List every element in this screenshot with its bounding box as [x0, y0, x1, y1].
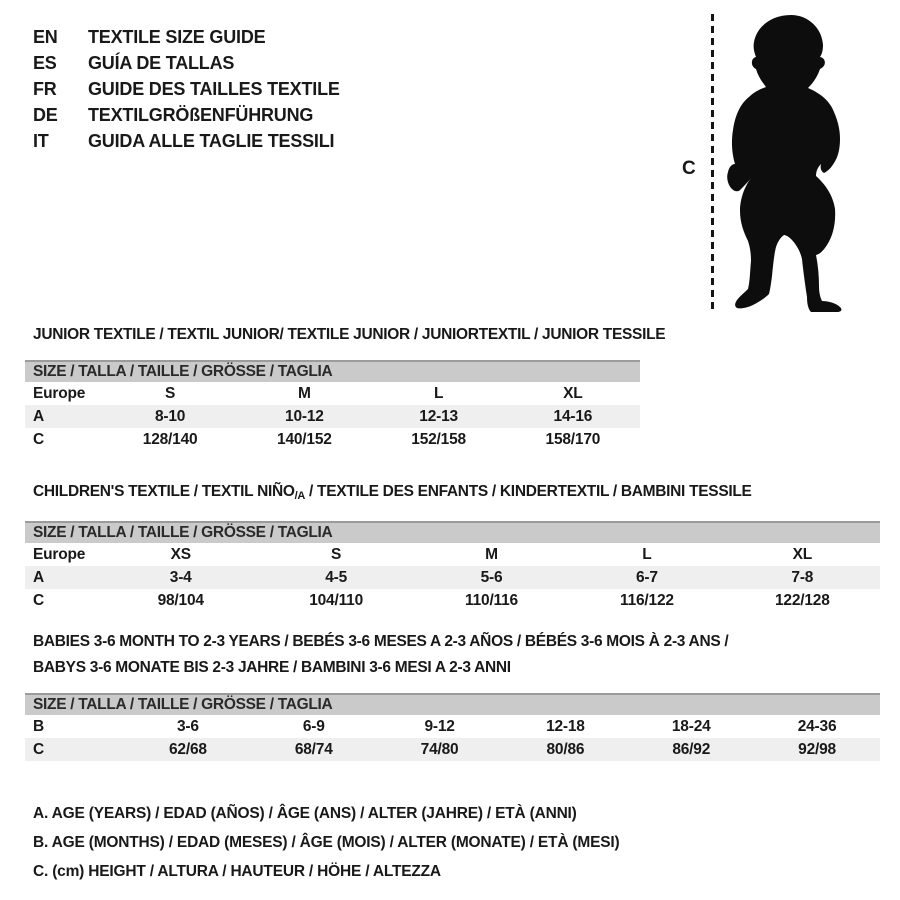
section-title-text: BABIES 3-6 MONTH TO 2-3 YEARS / BEBÉS 3-6 MESES A 2-3 AÑOS / BÉBÉS 3-6 MOIS À 2-3 ANS / — [33, 633, 729, 650]
size-value: 158/170 — [545, 431, 601, 448]
size-table — [25, 715, 880, 761]
language-row — [33, 102, 340, 128]
table-row — [25, 543, 880, 566]
size-value: 6-7 — [636, 569, 658, 586]
language-list — [33, 24, 340, 154]
size-table — [25, 543, 880, 612]
size-value: L — [433, 385, 444, 402]
section-title-text: / TEXTILE DES ENFANTS / KINDERTEXTIL / BAMBINI TESSILE — [305, 483, 752, 500]
size-value: 62/68 — [169, 741, 207, 758]
size-header-bar: SIZE / TALLA / TAILLE / GRÖSSE / TAGLIA — [25, 360, 640, 382]
language-title: TEXTILE SIZE GUIDE — [88, 27, 266, 47]
legend-line: B. AGE (MONTHS) / EDAD (MESES) / ÂGE (MOIS) / ALTER (MONATE) / ETÀ (MESI) — [33, 834, 620, 851]
row-label: C — [33, 431, 44, 448]
size-value: XS — [170, 546, 191, 563]
size-value: 128/140 — [142, 431, 198, 448]
table-row — [25, 715, 880, 738]
language-title: GUÍA DE TALLAS — [88, 53, 235, 73]
legend — [33, 799, 619, 886]
size-value: 5-6 — [480, 569, 503, 586]
table-row — [25, 405, 640, 428]
size-value: 8-10 — [155, 408, 186, 425]
size-value: 140/152 — [277, 431, 332, 448]
size-header-bar: SIZE / TALLA / TAILLE / GRÖSSE / TAGLIA — [25, 521, 880, 543]
size-value: 92/98 — [798, 741, 836, 758]
language-code: DE — [33, 105, 58, 125]
language-row — [33, 24, 340, 50]
size-value: M — [485, 546, 498, 563]
size-value: 152/158 — [411, 431, 466, 448]
row-label: Europe — [33, 385, 86, 402]
size-value: 12-13 — [419, 408, 458, 425]
section-title — [25, 322, 666, 348]
size-value: 6-9 — [302, 718, 325, 735]
size-section — [25, 629, 880, 761]
size-value: 122/128 — [775, 592, 830, 609]
row-label: C — [33, 592, 44, 609]
section-title-text: JUNIOR TEXTILE / TEXTIL JUNIOR/ TEXTILE JUNIOR / JUNIORTEXTIL / JUNIOR TESSILE — [33, 326, 666, 343]
size-value: 7-8 — [791, 569, 814, 586]
table-row — [25, 589, 880, 612]
table-row — [25, 566, 880, 589]
language-title: GUIDE DES TAILLES TEXTILE — [88, 79, 340, 99]
language-title: GUIDA ALLE TAGLIE TESSILI — [88, 131, 335, 151]
baby-silhouette-icon — [722, 12, 854, 312]
language-row — [33, 50, 340, 76]
legend-line: A. AGE (YEARS) / EDAD (AÑOS) / ÂGE (ANS) / ALTER (JAHRE) / ETÀ (ANNI) — [33, 805, 577, 822]
section-title — [25, 655, 880, 681]
section-title — [25, 479, 880, 509]
size-value: S — [331, 546, 342, 563]
row-label: A — [33, 569, 44, 586]
size-section — [25, 322, 666, 451]
height-measure-label: C — [682, 158, 696, 179]
size-value: M — [298, 385, 311, 402]
language-row — [33, 76, 340, 102]
row-label: C — [33, 741, 44, 758]
size-value: 4-5 — [325, 569, 348, 586]
table-row — [25, 738, 880, 761]
size-value: 14-16 — [553, 408, 593, 425]
language-code: IT — [33, 131, 49, 151]
language-code: ES — [33, 53, 57, 73]
size-value: 98/104 — [157, 592, 204, 609]
height-dotted-line — [711, 14, 714, 314]
size-value: 24-36 — [797, 718, 837, 735]
size-value: 10-12 — [285, 408, 324, 425]
size-value: 86/92 — [672, 741, 711, 758]
size-value: 12-18 — [546, 718, 585, 735]
size-value: 9-12 — [424, 718, 455, 735]
size-value: 116/122 — [620, 592, 674, 609]
size-value: 110/116 — [465, 592, 518, 609]
size-value: 74/80 — [420, 741, 459, 758]
section-title-subscript: /A — [294, 490, 306, 502]
language-code: FR — [33, 79, 57, 99]
size-value: 3-6 — [177, 718, 199, 735]
size-section — [25, 479, 880, 612]
size-value: L — [642, 546, 652, 563]
size-value: S — [165, 385, 176, 402]
language-row — [33, 128, 340, 154]
language-title: TEXTILGRÖßENFÜHRUNG — [88, 105, 314, 125]
row-label: A — [33, 408, 44, 425]
table-row — [25, 382, 640, 405]
size-value: 104/110 — [309, 592, 363, 609]
legend-line: C. (cm) HEIGHT / ALTURA / HAUTEUR / HÖHE / ALTEZZA — [33, 863, 441, 880]
size-value: 18-24 — [671, 718, 711, 735]
size-header-bar: SIZE / TALLA / TAILLE / GRÖSSE / TAGLIA — [25, 693, 880, 715]
row-label: Europe — [33, 546, 86, 563]
size-value: 80/86 — [546, 741, 585, 758]
size-value: 68/74 — [294, 741, 333, 758]
section-title — [25, 629, 880, 655]
size-value: 3-4 — [169, 569, 192, 586]
row-label: B — [33, 718, 44, 735]
size-value: XL — [792, 546, 813, 563]
size-value: XL — [563, 385, 583, 402]
section-title-text: BABYS 3-6 MONATE BIS 2-3 JAHRE / BAMBINI 3-6 MESI A 2-3 ANNI — [33, 659, 511, 676]
language-code: EN — [33, 27, 58, 47]
table-row — [25, 428, 640, 451]
section-title-text: CHILDREN'S TEXTILE / TEXTIL NIÑO — [33, 483, 295, 500]
size-table — [25, 382, 640, 451]
